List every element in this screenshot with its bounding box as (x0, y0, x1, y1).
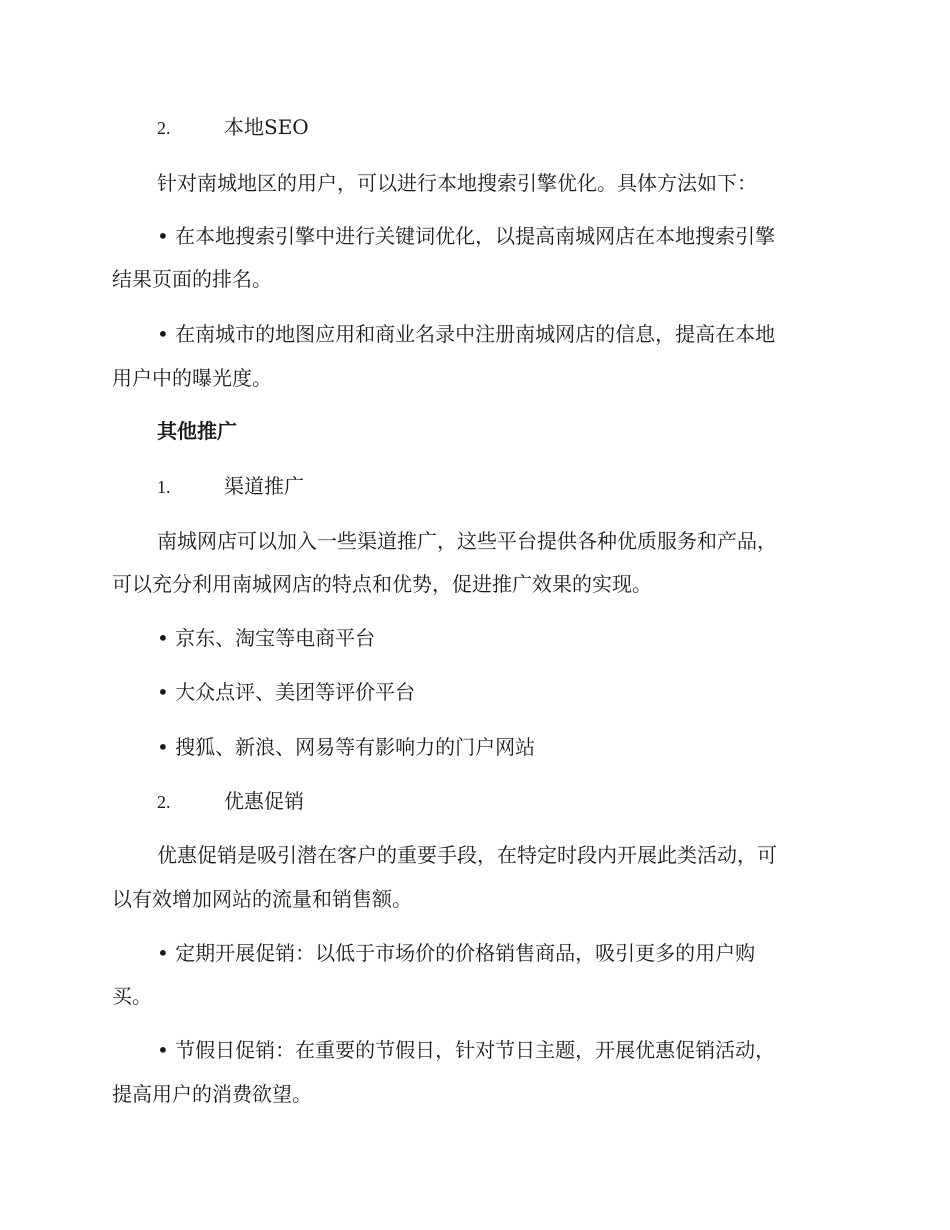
paragraph: 南城网店可以加入一些渠道推广，这些平台提供各种优质服务和产品， (157, 529, 777, 553)
bullet-line: 买。 (112, 984, 152, 1008)
section-number: 1. (157, 477, 171, 497)
paragraph: 优惠促销是吸引潜在客户的重要手段，在特定时段内开展此类活动，可 (157, 843, 777, 867)
paragraph: 以有效增加网站的流量和销售额。 (112, 887, 412, 911)
bullet-line: • 在本地搜索引擎中进行关键词优化，以提高南城网店在本地搜索引擎 (157, 224, 776, 248)
paragraph: 可以充分利用南城网店的特点和优势，促进推广效果的实现。 (112, 572, 652, 596)
paragraph: 针对南城地区的用户，可以进行本地搜索引擎优化。具体方法如下： (157, 171, 757, 195)
bullet-line: • 搜狐、新浪、网易等有影响力的门户网站 (157, 735, 536, 759)
bullet-line: • 节假日促销：在重要的节假日，针对节日主题，开展优惠促销活动， (157, 1038, 776, 1062)
section-title: 优惠促销 (224, 789, 304, 813)
section-title: 本地SEO (224, 115, 309, 139)
section-heading: 其他推广 (157, 419, 237, 443)
bullet-line: • 在南城市的地图应用和商业名录中注册南城网店的信息，提高在本地 (157, 322, 776, 346)
section-title: 渠道推广 (224, 474, 304, 498)
bullet-line: • 定期开展促销：以低于市场价的价格销售商品，吸引更多的用户购 (157, 941, 756, 965)
section-number: 2. (157, 792, 171, 812)
bullet-line: 结果页面的排名。 (112, 267, 272, 291)
bullet-line: • 京东、淘宝等电商平台 (157, 626, 376, 650)
bullet-line: • 大众点评、美团等评价平台 (157, 680, 416, 704)
section-number: 2. (157, 118, 171, 138)
bullet-line: 提高用户的消费欲望。 (112, 1082, 312, 1106)
bullet-line: 用户中的曝光度。 (112, 366, 272, 390)
